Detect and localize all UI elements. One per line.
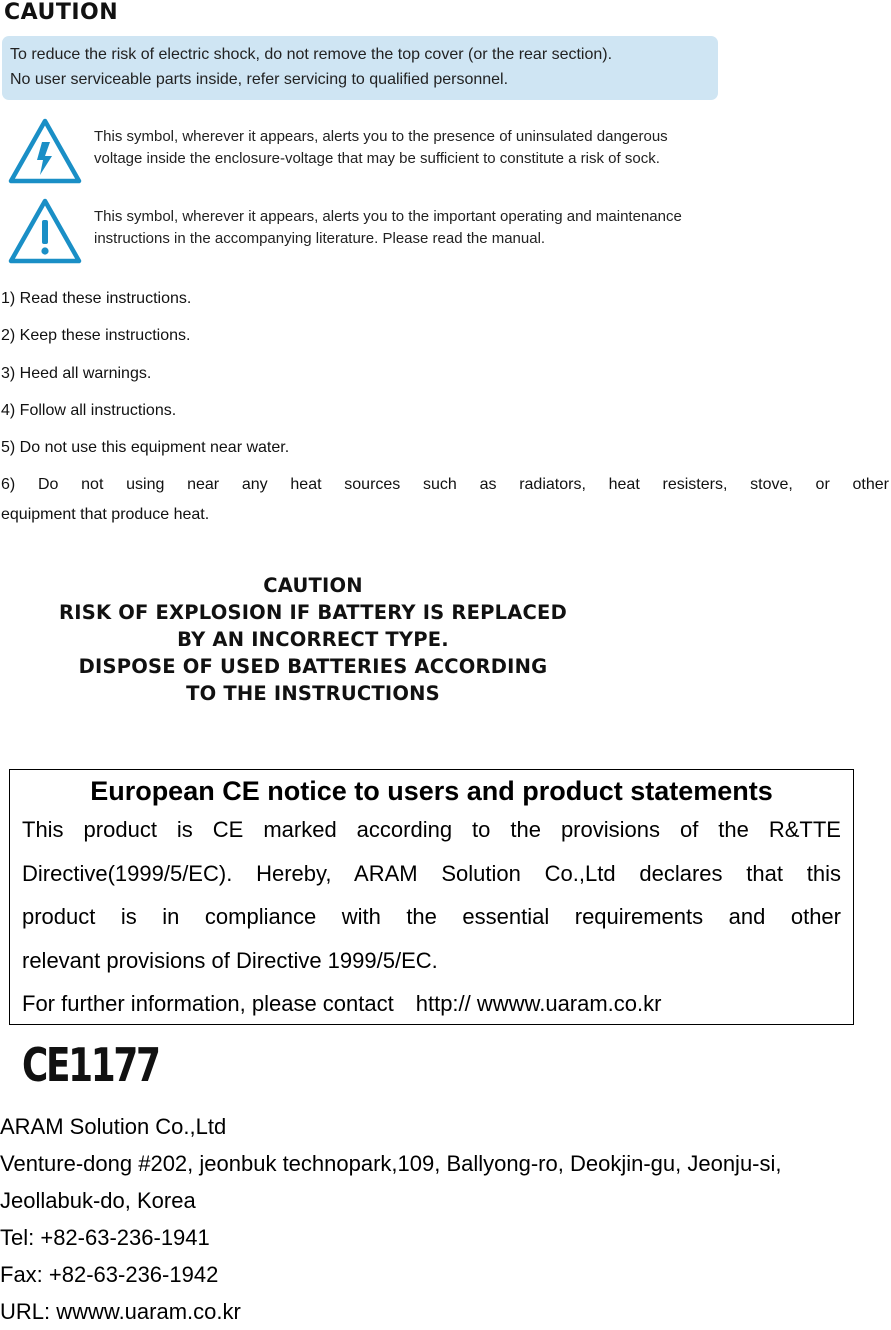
company-info xyxy=(0,1108,891,1330)
ce-notice-contact: For further information, please contact http:// wwww.uaram.co.kr xyxy=(22,991,662,1016)
list-item: 5) Do not use this equipment near water. xyxy=(1,439,290,457)
company-address-line-1: Venture-dong #202, jeonbuk technopark,109, Ballyong-ro, Deokjin-gu, Jeonju-si, xyxy=(0,1151,782,1176)
company-fax: Fax: +82-63-236-1942 xyxy=(0,1262,219,1287)
caution-notice-box xyxy=(2,36,718,100)
ce-mark-logo: CE1177 xyxy=(22,1038,159,1092)
company-tel: Tel: +82-63-236-1941 xyxy=(0,1225,210,1250)
list-item: 1) Read these instructions. xyxy=(1,290,192,307)
battery-caution-line: RISK OF EXPLOSION IF BATTERY IS REPLACED xyxy=(59,601,567,624)
list-item: 6) Do not using near any heat sources such as radiators, heat resisters, stove, or other xyxy=(1,476,889,494)
list-item-continuation: equipment that produce heat. xyxy=(1,506,210,524)
company-url: URL: wwww.uaram.co.kr xyxy=(0,1299,241,1324)
exclamation-symbol-row xyxy=(8,198,728,262)
lightning-symbol-line-1: This symbol, wherever it appears, alerts you to the presence of uninsulated dangerous xyxy=(94,128,668,145)
list-item: 4) Follow all instructions. xyxy=(1,401,177,419)
company-address-line-2: Jeollabuk-do, Korea xyxy=(0,1188,196,1213)
battery-caution-line: TO THE INSTRUCTIONS xyxy=(186,682,440,705)
ce-notice-line: product is in compliance with the essential requirements and other xyxy=(22,904,841,929)
ce-notice-body xyxy=(22,808,841,1026)
caution-line-2: No user serviceable parts inside, refer servicing to qualified personnel. xyxy=(10,71,509,88)
ce-notice-title: European CE notice to users and product statements xyxy=(90,776,773,806)
lightning-warning-icon xyxy=(8,118,82,184)
list-item: 2) Keep these instructions. xyxy=(1,327,191,345)
battery-caution-line: DISPOSE OF USED BATTERIES ACCORDING xyxy=(78,655,548,678)
ce-notice-line: This product is CE marked according to the provisions of the R&TTE xyxy=(22,817,841,842)
ce-notice-box xyxy=(9,769,854,1025)
caution-line-1: To reduce the risk of electric shock, do not remove the top cover (or the rear section). xyxy=(10,46,613,63)
caution-heading: CAUTION xyxy=(4,0,119,25)
exclamation-symbol-line-1: This symbol, wherever it appears, alerts you to the important operating and maintenance xyxy=(94,208,682,225)
battery-caution-line: BY AN INCORRECT TYPE. xyxy=(177,628,449,651)
exclamation-warning-icon xyxy=(8,198,82,264)
lightning-symbol-row xyxy=(8,118,728,182)
ce-notice-line: Directive(1999/5/EC). Hereby, ARAM Solution Co.,Ltd declares that this xyxy=(22,860,841,886)
battery-caution-label xyxy=(14,572,612,707)
lightning-symbol-line-2: voltage inside the enclosure-voltage that may be sufficient to constitute a risk of sock. xyxy=(94,150,660,167)
battery-caution-title: CAUTION xyxy=(263,574,363,597)
safety-instructions-list xyxy=(1,286,889,528)
company-name: ARAM Solution Co.,Ltd xyxy=(0,1114,227,1139)
list-item: 3) Heed all warnings. xyxy=(1,364,152,382)
exclamation-symbol-line-2: instructions in the accompanying literature. Please read the manual. xyxy=(94,230,546,247)
ce-notice-line: relevant provisions of Directive 1999/5/EC. xyxy=(22,947,438,973)
